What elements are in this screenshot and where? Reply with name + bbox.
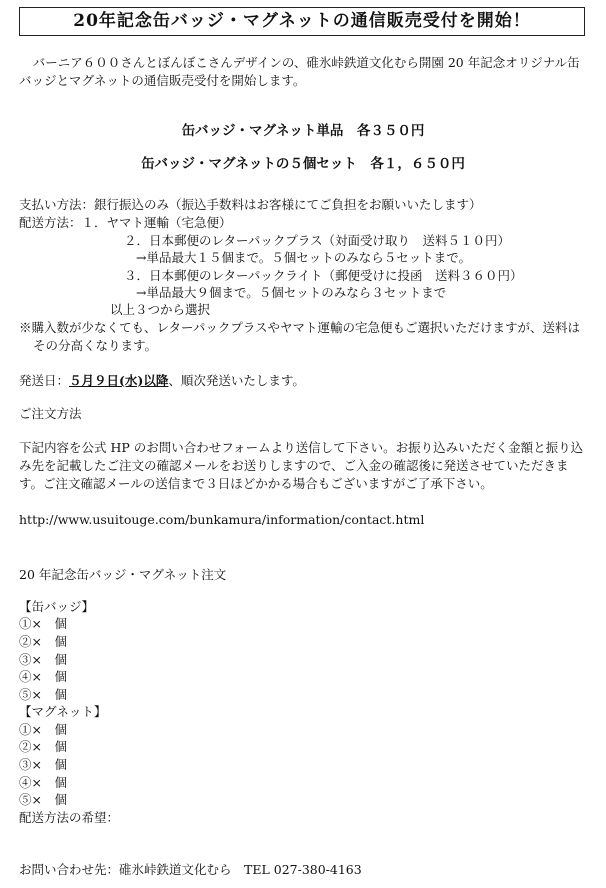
payment-method: 支払い方法：銀行振込のみ（振込手数料はお客様にてご負担をお願いいたします） [19,197,482,212]
shipping-method-2-note: →単品最大１５個まで。５個セットのみなら５セットまで。 [136,250,471,265]
magnet-item: ⑤× 個 [19,792,67,807]
shipping-method-3: ３．日本郵便のレターパックライト（郵便受けに投函 送料３６０円） [124,268,523,283]
inquiry-contact: お問い合わせ先：碓氷峠鉄道文化むら TEL 027-380-4163 [19,862,362,877]
intro-text: バーニア６００さんとぼんぼこさんデザインの、碓氷峠鉄道文化むら開園 20 年記念オリジナル缶バッジとマグネットの通信販売受付を開始します。 [19,55,580,88]
badge-item: ④× 個 [19,669,67,684]
price-set: 缶バッジ・マグネットの５個セット 各１，６５０円 [141,156,465,172]
magnet-item: ④× 個 [19,775,67,790]
shipping-method-3-note: →単品最大９個まで。５個セットのみなら３セットまで [136,285,447,300]
page-title: 20年記念缶バッジ・マグネットの通信販売受付を開始！ [19,7,585,36]
contact-url[interactable]: http://www.usuitouge.com/bunkamura/information/contact.html [19,512,425,527]
magnet-item: ①× 個 [19,722,67,737]
badge-item: ①× 個 [19,616,67,631]
shipping-choice: 以上３つから選択 [110,302,211,317]
ship-date-suffix: 、順次発送いたします。 [168,373,305,388]
badge-item: ③× 個 [19,652,67,667]
badge-item: ⑤× 個 [19,687,67,702]
shipping-preference: 配送方法の希望： [19,810,120,825]
magnet-item: ③× 個 [19,757,67,772]
order-method-text: 下記内容を公式 HP のお問い合わせフォームより送信して下さい。お振り込みいただく金額と振り込み先を記載したご注文の確認メールをお送りしますので、ご入金の確認後に発送させていただきます。ご注文確認メールの送信まで３日ほどかかる場合もございますがご了承下さい。 [19,440,584,491]
shipping-note: ※購入数が少なくても、レターパックプラスやヤマト運輸の宅急便もご選択いただけますが、送料はその分高くなります。 [19,320,581,353]
ship-date [19,372,305,390]
ship-date-value: ５月９日(水)以降 [69,373,169,388]
badge-item: ②× 個 [19,634,67,649]
shipping-method-1: 配送方法：１．ヤマト運輸（宅急便） [19,215,232,230]
shipping-method-2: ２．日本郵便のレターパックプラス（対面受け取り 送料５１０円） [124,233,511,248]
magnet-heading: 【マグネット】 [19,704,107,719]
badge-heading: 【缶バッジ】 [19,599,95,614]
ship-date-label: 発送日： [19,373,70,388]
magnet-item: ②× 個 [19,739,67,754]
order-method-heading: ご注文方法 [19,406,82,421]
price-single: 缶バッジ・マグネット単品 各３５０円 [181,123,425,139]
order-form-title: 20 年記念缶バッジ・マグネット注文 [19,567,227,582]
